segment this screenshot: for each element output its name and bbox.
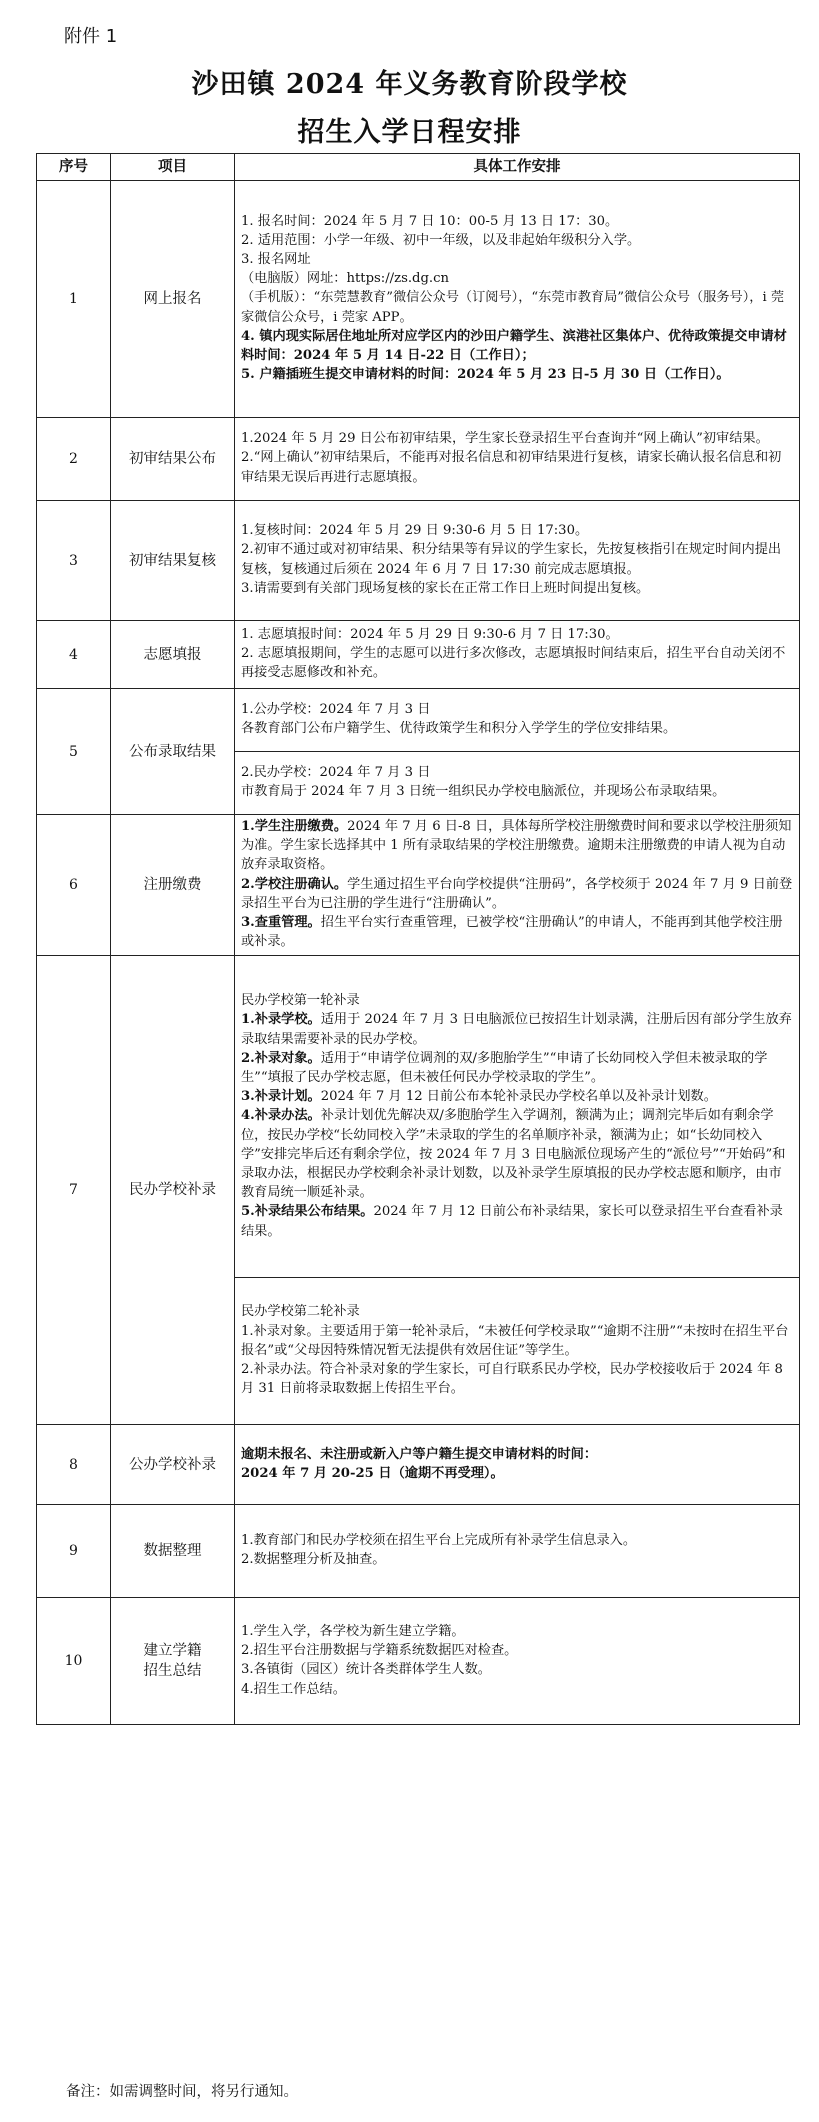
- row-detail: [235, 621, 800, 689]
- row-no: 3: [37, 501, 111, 621]
- detail-line: 2.民办学校：2024 年 7 月 3 日: [241, 764, 431, 780]
- row-detail: [235, 181, 800, 418]
- row-detail: [235, 501, 800, 621]
- detail-line: 2.“网上确认”初审结果后，不能再对报名信息和初审结果进行复核，请家长确认报名信息和初审结果无误后再进行志愿填报。: [241, 450, 782, 485]
- detail-line: 5. 户籍插班生提交申请材料的时间：2024 年 5 月 23 日-5 月 30 日（工作日）。: [241, 367, 730, 383]
- detail-subtitle: 民办学校第一轮补录: [241, 993, 360, 1009]
- row-item: 数据整理: [111, 1505, 235, 1598]
- detail-text: 补录计划优先解决双/多胞胎学生入学调剂，额满为止；调剂完毕后如有剩余学位，按民办学校“长幼同校入学”未录取的学生的名单顺序补录，额满为止；如“长幼同校入学”安排完毕后还有剩余学位，按 2024 年 7 月 3 日电脑派位现场产生的“派位号”“开始码”和录取办法，根据民办学校剩余补录计划数，以及补录学生原填报的民办学校志愿和顺序，由市教育局统一顺延补录。: [241, 1108, 786, 1201]
- detail-line: 3. 报名网址: [241, 251, 311, 267]
- detail-line: 1.公办学校：2024 年 7 月 3 日: [241, 701, 431, 717]
- header-item: 项目: [111, 154, 235, 181]
- row-no: 5: [37, 689, 111, 815]
- detail-heading: 3.补录计划。: [241, 1089, 321, 1105]
- table-row: [37, 181, 800, 418]
- detail-line: 2024 年 7 月 20-25 日（逾期不再受理）。: [241, 1465, 504, 1481]
- detail-paragraph: [241, 1049, 793, 1087]
- header-detail: 具体工作安排: [235, 154, 800, 181]
- row-detail: [235, 418, 800, 501]
- table-row: [37, 1598, 800, 1725]
- row-item: 网上报名: [111, 181, 235, 418]
- detail-heading: 5.补录结果公布结果。: [241, 1204, 374, 1220]
- detail-text: 适用于 2024 年 7 月 3 日电脑派位已按招生计划录满，注册后因有部分学生放弃录取结果需要补录的民办学校。: [241, 1012, 792, 1047]
- table-row: [37, 1425, 800, 1505]
- page-subtitle: 招生入学日程安排: [297, 117, 522, 148]
- detail-line: 1.补录对象。主要适用于第一轮补录后，“未被任何学校录取”“逾期不注册”“未按时在招生平台报名”或“父母因特殊情况暂无法提供有效居住证”等学生。: [241, 1323, 789, 1358]
- detail-line: 1. 报名时间：2024 年 5 月 7 日 10：00-5 月 13 日 17：30。: [241, 213, 619, 229]
- detail-text: 学生通过招生平台向学校提供“注册码”，各学校须于 2024 年 7 月 9 日前登录招生平台为已注册的学生进行“注册确认”。: [241, 876, 793, 911]
- detail-paragraph: [241, 913, 793, 951]
- detail-paragraph: [241, 1087, 793, 1106]
- detail-line: 1.教育部门和民办学校须在招生平台上完成所有补录学生信息录入。: [241, 1533, 637, 1549]
- detail-heading: 2.学校注册确认。: [241, 876, 348, 892]
- schedule-table: [36, 153, 800, 1725]
- row-item: [111, 1598, 235, 1725]
- detail-line: 1. 志愿填报时间：2024 年 5 月 29 日 9:30-6 月 7 日 17:30。: [241, 626, 619, 642]
- detail-line: （电脑版）网址：https://zs.dg.cn: [241, 271, 449, 287]
- detail-line: 1.学生入学，各学校为新生建立学籍。: [241, 1624, 465, 1640]
- detail-text: 2024 年 7 月 12 日前公布补录结果，家长可以登录招生平台查看补录结果。: [241, 1204, 783, 1239]
- detail-heading: 1.补录学校。: [241, 1012, 321, 1028]
- detail-paragraph: [241, 1202, 793, 1240]
- row-item-line: 建立学籍: [143, 1643, 202, 1660]
- row-item: 初审结果公布: [111, 418, 235, 501]
- detail-line: 市教育局于 2024 年 7 月 3 日统一组织民办学校电脑派位，并现场公布录取结果。: [241, 784, 726, 799]
- row-detail-round1: [235, 956, 800, 1278]
- detail-heading: 1.学生注册缴费。: [241, 819, 348, 834]
- detail-line: 逾期未报名、未注册或新入户等户籍生提交申请材料的时间：: [241, 1446, 598, 1462]
- row-no: 2: [37, 418, 111, 501]
- detail-line: 3.请需要到有关部门现场复核的家长在正常工作日上班时间提出复核。: [241, 580, 650, 596]
- row-item: 公布录取结果: [111, 689, 235, 815]
- row-detail-public: [235, 689, 800, 752]
- detail-text: 2024 年 7 月 6 日-8 日，具体每所学校注册缴费时间和要求以学校注册须知为准。学生家长选择其中 1 所有录取结果的学校注册缴费。逾期未注册缴费的申请人视为自动放弃录取资格。: [241, 819, 792, 873]
- row-detail: [235, 1505, 800, 1598]
- detail-paragraph: [241, 817, 793, 875]
- detail-heading: 4.补录办法。: [241, 1108, 321, 1124]
- table-row: [37, 689, 800, 752]
- row-item: 志愿填报: [111, 621, 235, 689]
- row-detail: [235, 815, 800, 956]
- header-no: 序号: [37, 154, 111, 181]
- row-no: 9: [37, 1505, 111, 1598]
- detail-text: 招生平台实行查重管理，已被学校“注册确认”的申请人，不能再到其他学校注册或补录。: [241, 915, 783, 950]
- detail-line: 2. 适用范围：小学一年级、初中一年级，以及非起始年级积分入学。: [241, 232, 641, 248]
- row-detail-round2: [235, 1278, 800, 1425]
- table-row: [37, 1505, 800, 1598]
- detail-line: 2.补录办法。符合补录对象的学生家长，可自行联系民办学校，民办学校接收后于 2024 年 8 月 31 日前将录取数据上传招生平台。: [241, 1362, 783, 1397]
- detail-line: 2.初审不通过或对初审结果、积分结果等有异议的学生家长，先按复核指引在规定时间内提出复核，复核通过后须在 2024 年 6 月 7 日 17:30 前完成志愿填报。: [241, 542, 782, 577]
- detail-line: （手机版）：“东莞慧教育”微信公众号（订阅号），“东莞市教育局”微信公众号（服务号），i 莞家微信公众号，i 莞家 APP。: [241, 290, 785, 325]
- detail-line: 2.招生平台注册数据与学籍系统数据匹对检查。: [241, 1643, 518, 1659]
- detail-line: 各教育部门公布户籍学生、优待政策学生和积分入学学生的学位安排结果。: [241, 721, 677, 736]
- detail-line: 4. 镇内现实际居住地址所对应学区内的沙田户籍学生、滨港社区集体户、优待政策提交申请材料时间：2024 年 5 月 14 日-22 日（工作日）；: [241, 328, 787, 363]
- detail-subtitle: 民办学校第二轮补录: [241, 1304, 360, 1320]
- table-row: [37, 815, 800, 956]
- row-no: 7: [37, 956, 111, 1425]
- row-detail: [235, 1598, 800, 1725]
- page-title: 沙田镇 2024 年义务教育阶段学校: [191, 69, 628, 100]
- row-item: 公办学校补录: [111, 1425, 235, 1505]
- detail-heading: 2.补录对象。: [241, 1050, 321, 1066]
- row-no: 6: [37, 815, 111, 956]
- table-row: [37, 621, 800, 689]
- detail-paragraph: [241, 1106, 793, 1202]
- row-detail: [235, 1425, 800, 1505]
- row-item: 初审结果复核: [111, 501, 235, 621]
- table-row: [37, 501, 800, 621]
- detail-paragraph: [241, 875, 793, 913]
- detail-line: 4.招生工作总结。: [241, 1681, 346, 1697]
- table-row: [37, 956, 800, 1278]
- row-detail-private: [235, 752, 800, 815]
- detail-line: 2. 志愿填报期间，学生的志愿可以进行多次修改，志愿填报时间结束后，招生平台自动关闭不再接受志愿修改和补充。: [241, 645, 786, 681]
- detail-line: 3.各镇街（园区）统计各类群体学生人数。: [241, 1662, 491, 1678]
- row-item-line: 招生总结: [143, 1663, 202, 1680]
- detail-line: 1.复核时间：2024 年 5 月 29 日 9:30-6 月 5 日 17:30。: [241, 523, 589, 539]
- row-no: 8: [37, 1425, 111, 1505]
- detail-line: 1.2024 年 5 月 29 日公布初审结果，学生家长登录招生平台查询并“网上确认”初审结果。: [241, 431, 769, 447]
- detail-paragraph: [241, 1010, 793, 1048]
- row-no: 4: [37, 621, 111, 689]
- row-item: 民办学校补录: [111, 956, 235, 1425]
- footnote: 备注：如需调整时间，将另行通知。: [66, 2084, 298, 2100]
- table-header-row: [37, 154, 800, 181]
- row-no: 1: [37, 181, 111, 418]
- detail-heading: 3.查重管理。: [241, 915, 321, 931]
- attachment-label: 附件 1: [64, 26, 118, 47]
- detail-text: 2024 年 7 月 12 日前公布本轮补录民办学校名单以及补录计划数。: [320, 1089, 717, 1105]
- detail-text: 适用于“申请学位调剂的双/多胞胎学生”“申请了长幼同校入学但未被录取的学生”“填报了民办学校志愿，但未被任何民办学校录取的学生”。: [241, 1050, 768, 1085]
- table-row: [37, 418, 800, 501]
- detail-line: 2.数据整理分析及抽查。: [241, 1552, 386, 1568]
- row-item: 注册缴费: [111, 815, 235, 956]
- row-no: 10: [37, 1598, 111, 1725]
